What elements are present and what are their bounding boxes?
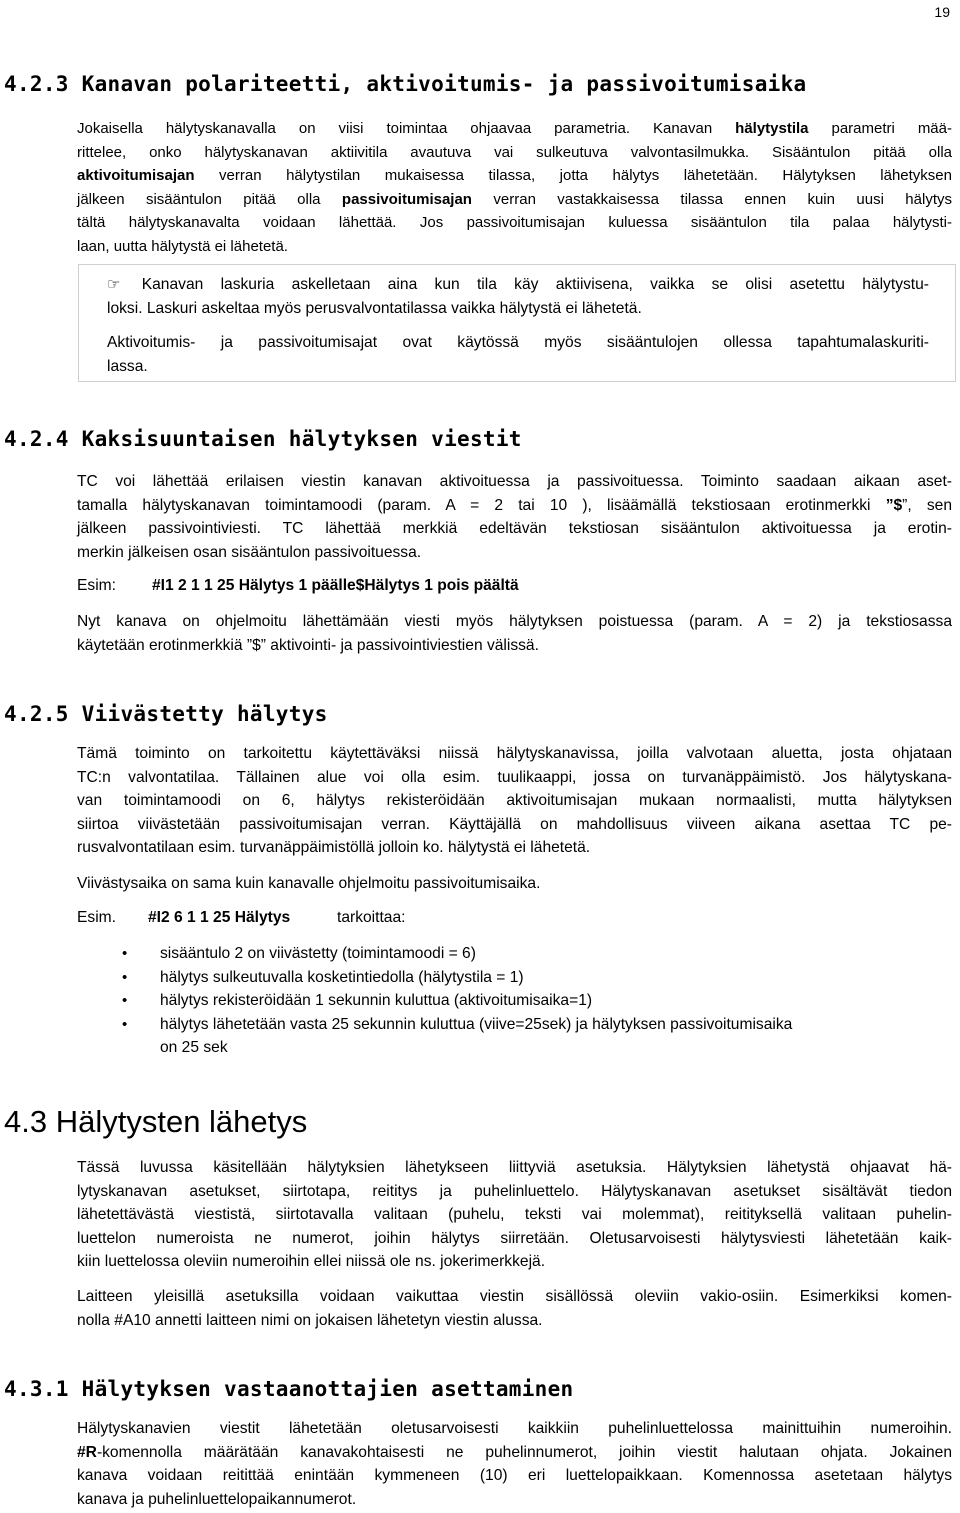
note-line: lassa. [107, 357, 148, 375]
paragraph-bidirectional [77, 470, 952, 564]
text-line: aktivoitumisajan verran hälytystilan mukaisessa tilassa, jotta hälytys lähetetään. Hälytyksen lähetyksen [77, 167, 952, 184]
text-line: Laitteen yleisillä asetuksilla voidaan vaikuttaa viestin sisällössä oleviin vakio-osiin. Esimerkiksi komen- [77, 1288, 952, 1305]
section-heading-4-2-3: 4.2.3 Kanavan polariteetti, aktivoitumis- ja passivoitumisaika [4, 72, 807, 96]
example-suffix: tarkoittaa: [337, 909, 406, 926]
note-box [78, 264, 956, 382]
paragraph-sending [77, 1156, 952, 1274]
text-line: lähetettävästä viestistä, siirtotavalla valitaan (puhelu, teksti vai molemmat), reitityksellä valitaan puhelin- [77, 1206, 952, 1223]
text-line: TC voi lähettää erilaisen viestin kanavan aktivoituessa ja passivoituessa. Toiminto saadaan aikaan aset- [77, 473, 952, 490]
text-line: käytetään erotinmerkkiä ”$” aktivointi- ja passivointiviestien välissä. [77, 636, 539, 654]
text-line: Nyt kanava on ohjelmoitu lähettämään viesti myös hälytyksen poistuessa (param. A = 2) ja tekstiosassa [77, 613, 952, 630]
text-line: kanava voidaan reitittää enintään kymmeneen (10) eri luettelopaikkaan. Komennossa asetetaan hälytys [77, 1467, 952, 1484]
text-line: merkin jälkeisen osan sisääntulon passivoituessa. [77, 543, 422, 561]
text-line: rittelee, onko hälytyskanavan aktiivitila avautuva vai sulkeutuva valvontasilmukka. Sisääntulon pitää olla [77, 143, 952, 161]
text-line: laan, uutta hälytystä ei lähetetä. [77, 237, 288, 255]
text-line: van toimintamoodi on 6, hälytys rekisteröidään aktivoitumisajan mukaan normaalisti, mutta hälytyksen [77, 792, 952, 809]
text-line: kiin luettelossa oleviin numeroihin ellei niissä ole ns. jokerimerkkejä. [77, 1253, 546, 1270]
text-line: tamalla hälytyskanavan toimintamoodi (param. A = 2 tai 10 ), lisäämällä tekstiosaan erotinmerkki ”$”, sen [77, 496, 953, 514]
text-line: jälkeen passivointiviesti. TC lähettää merkkiä edeltävän tekstiosan sisääntulon aktivoituessa ja erotin- [77, 520, 952, 537]
list-item: • hälytys sulkeutuvalla kosketintiedolla (hälytystila = 1) [77, 966, 952, 990]
text-line: siirtoa viivästetään passivoitumisajan verran. Käyttäjällä on mahdollisuus viiveen aikana asettaa TC pe- [77, 815, 952, 833]
paragraph-general-settings [77, 1285, 952, 1332]
text-line: luettelon numeroista ne numerot, joihin hälytys siirretään. Oletusarvoisesti hälytysviesti lähetetään kaik- [77, 1229, 952, 1247]
section-heading-4-3: 4.3 Hälytysten lähetys [4, 1104, 308, 1139]
text-line: Tämä toiminto on tarkoitettu käytettäväksi niissä hälytyskanavissa, joilla valvotaan aluetta, josta ohjataan [77, 745, 952, 762]
bullet-list [77, 942, 952, 1060]
section-heading-4-2-4: 4.2.4 Kaksisuuntaisen hälytyksen viestit [4, 427, 522, 451]
text-line: lytyskanavan asetukset, siirtotapa, reititys ja puhelinluettelo. Hälytyskanavan asetukset sisältävät tiedon [77, 1182, 952, 1200]
text-line: tältä hälytyskanavalta voidaan lähettää. Jos passivoitumisajan kuluessa sisääntulon tila palaa hälytysti- [77, 214, 952, 231]
text-line: jälkeen sisääntulon pitää olla passivoitumisajan verran vastakkaisessa tilassa ennen kuin uusi hälytys [77, 190, 952, 208]
text-line: kanava ja puhelinluettelopaikannumerot. [77, 1490, 357, 1508]
paragraph-polarity [77, 117, 952, 258]
example-code: #I1 2 1 1 25 Hälytys 1 päälle$Hälytys 1 pois päältä [152, 577, 519, 594]
list-item: • hälytys rekisteröidään 1 sekunnin kuluttua (aktivoitumisaika=1) [77, 989, 952, 1013]
text-line: #R-komennolla määrätään kanavakohtaisesti ne puhelinnumerot, joihin viestit halutaan ohjata. Jokainen [77, 1443, 952, 1461]
paragraph-delayed-alarm [77, 742, 952, 860]
text-line: Hälytyskanavien viestit lähetetään oletusarvoisesti kaikkiin puhelinluettelossa mainittuihin numeroihin. [77, 1420, 952, 1437]
text-line: Jokaisella hälytyskanavalla on viisi toimintaa ohjaavaa parametria. Kanavan hälytystila parametri mää- [77, 120, 952, 137]
example-2 [77, 906, 406, 930]
text-line: nolla #A10 annetti laitteen nimi on jokaisen lähetetyn viestin alussa. [77, 1311, 543, 1329]
pointing-hand-icon: ☞ [107, 276, 121, 293]
text-line: rusvalvontatilaan esim. turvanäppäimistöllä jolloin ko. hälytystä ei lähetetä. [77, 839, 591, 856]
example-code: #I2 6 1 1 25 Hälytys [148, 909, 291, 926]
page-number: 19 [934, 4, 950, 20]
paragraph-delay-time: Viivästysaika on sama kuin kanavalle ohjelmoitu passivoitumisaika. [77, 875, 541, 892]
paragraph-separator [77, 610, 952, 657]
list-item: • sisääntulo 2 on viivästetty (toimintamoodi = 6) [77, 942, 952, 966]
example-label: Esim. [77, 909, 116, 926]
text-line: Tässä luvussa käsitellään hälytyksien lähetykseen liittyviä asetuksia. Hälytyksien lähetystä ohjaavat hä- [77, 1159, 952, 1176]
example-1 [77, 574, 519, 598]
note-line: Aktivoitumis- ja passivoitumisajat ovat käytössä myös sisääntulojen ollessa tapahtumalaskuriti- [107, 334, 929, 351]
list-item: • hälytys lähetetään vasta 25 sekunnin kuluttua (viive=25sek) ja hälytyksen passivoitumisaika on 25 sek [77, 1013, 952, 1060]
section-heading-4-3-1: 4.3.1 Hälytyksen vastaanottajien asettaminen [4, 1377, 574, 1401]
section-heading-4-2-5: 4.2.5 Viivästetty hälytys [4, 702, 328, 726]
note-line: loksi. Laskuri askeltaa myös perusvalvontatilassa vaikka hälytystä ei lähetetä. [107, 299, 642, 317]
text-line: TC:n valvontatilaa. Tällainen alue voi olla esim. tuulikaappi, jossa on turvanäppäimistö. Jos hälytyskana- [77, 768, 952, 786]
example-label: Esim: [77, 577, 116, 594]
paragraph-recipients [77, 1417, 952, 1511]
note-line: ☞ Kanavan laskuria askelletaan aina kun tila käy aktiivisena, vaikka se olisi asetettu hälytystu- [107, 276, 929, 293]
